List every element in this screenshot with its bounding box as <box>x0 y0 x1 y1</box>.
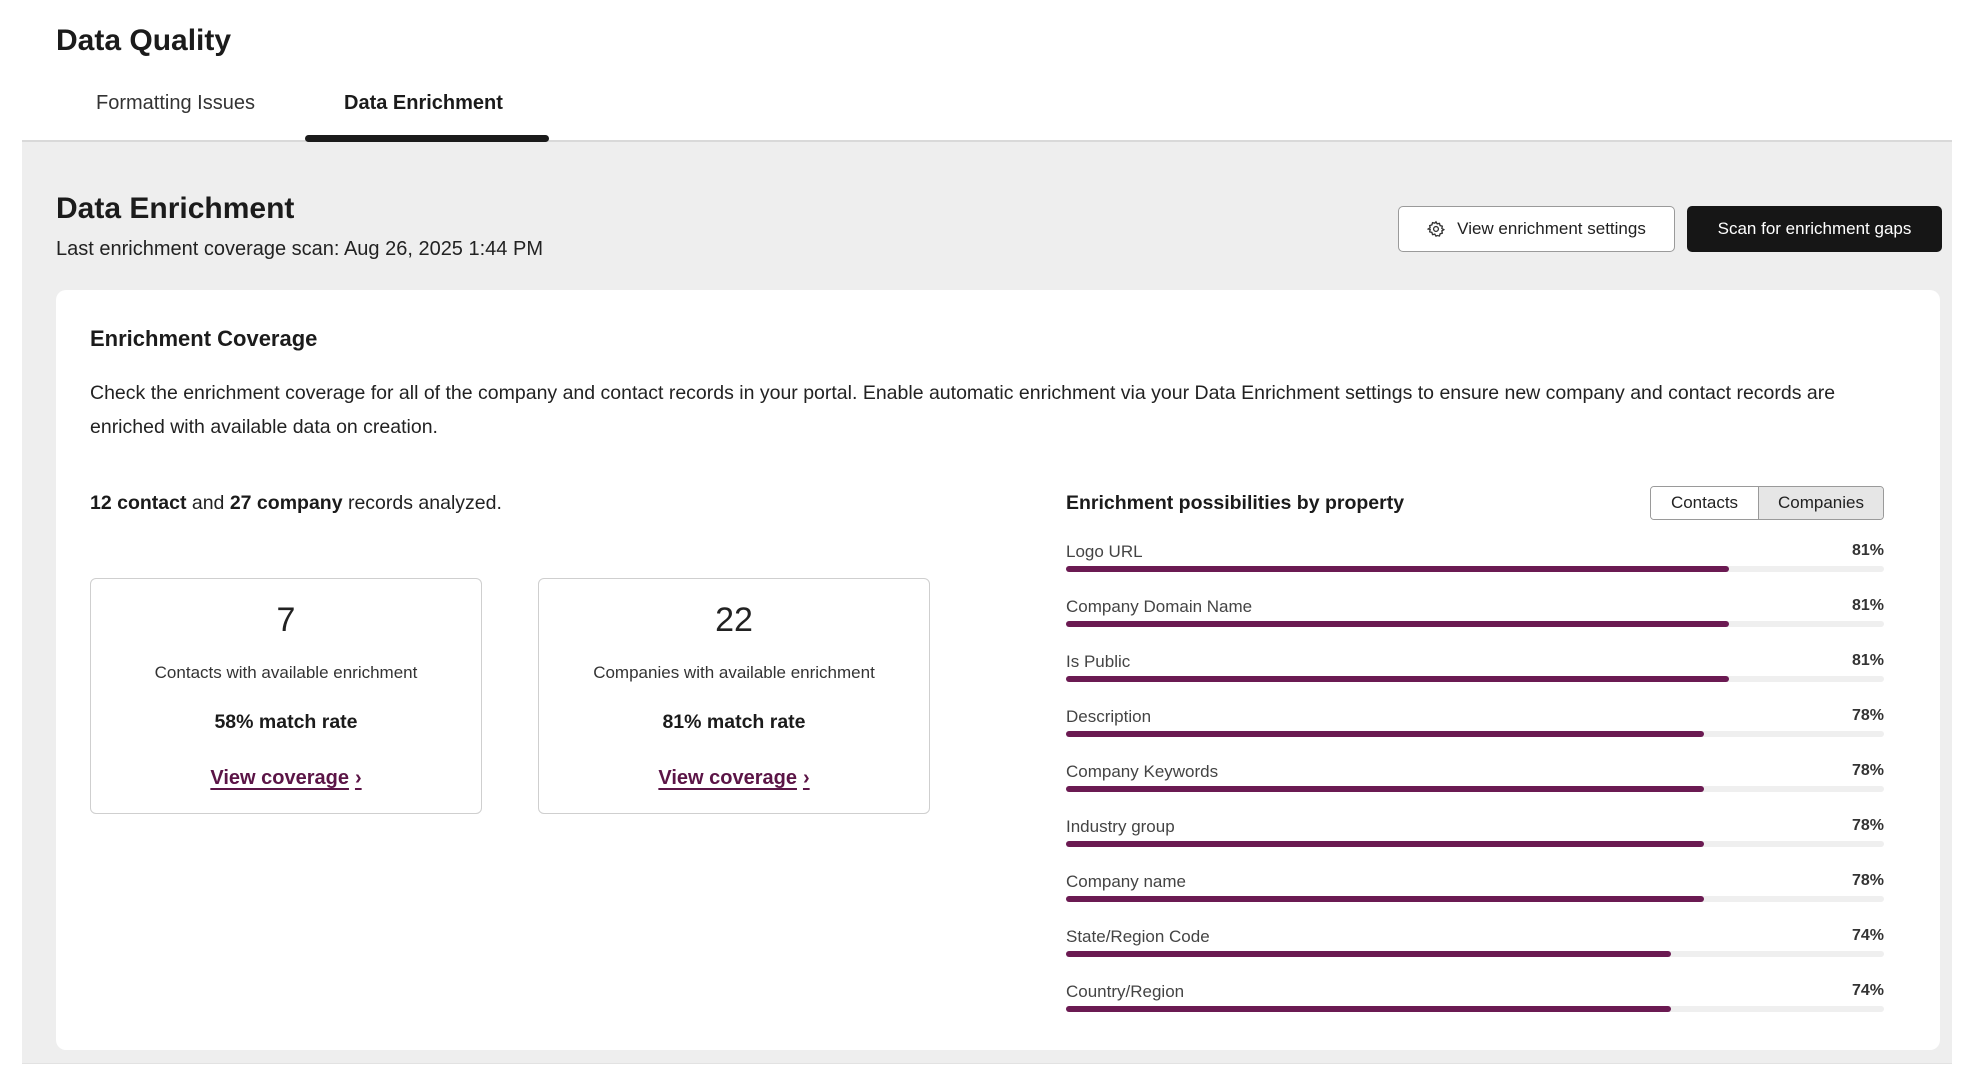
stat-value: 22 <box>715 601 753 639</box>
property-bar <box>1066 731 1704 737</box>
property-percent: 81% <box>1851 542 1884 559</box>
stat-match-rate: 81% match rate <box>662 711 806 733</box>
app-title: Data Quality <box>56 24 232 57</box>
property-bar <box>1066 951 1671 957</box>
property-name: Logo URL <box>1066 542 1143 561</box>
property-bar <box>1066 621 1729 627</box>
property-bar-track <box>1066 951 1884 957</box>
stat-label: Companies with available enrichment <box>593 663 875 682</box>
last-scan-text: Last enrichment coverage scan: Aug 26, 2025 1:44 PM <box>56 238 543 260</box>
property-name: Country/Region <box>1066 982 1185 1001</box>
property-row <box>1066 652 1884 707</box>
property-percent: 78% <box>1851 762 1884 779</box>
active-tab-indicator <box>305 135 549 142</box>
view-enrichment-settings-label: View enrichment settings <box>1457 219 1646 238</box>
tab-data-enrichment[interactable]: Data Enrichment <box>344 92 503 114</box>
property-percent: 78% <box>1851 707 1884 724</box>
property-percent: 78% <box>1851 872 1884 889</box>
property-name: State/Region Code <box>1066 927 1210 946</box>
property-bar <box>1066 1006 1671 1012</box>
chevron-right-icon: › <box>354 767 362 789</box>
companies-stat-card <box>538 578 930 814</box>
property-row <box>1066 817 1884 872</box>
toggle-companies[interactable]: Companies <box>1759 487 1883 519</box>
record-type-toggle <box>1650 486 1884 520</box>
property-percent: 74% <box>1851 982 1884 999</box>
property-bar-track <box>1066 621 1884 627</box>
property-name: Is Public <box>1066 652 1131 671</box>
contacts-stat-card <box>90 578 482 814</box>
property-row <box>1066 927 1884 982</box>
tab-formatting-issues[interactable]: Formatting Issues <box>96 92 255 114</box>
scan-enrichment-gaps-button[interactable]: Scan for enrichment gaps <box>1687 206 1942 252</box>
enrichment-coverage-card <box>56 290 1940 1050</box>
property-percent: 81% <box>1851 597 1884 614</box>
property-name: Description <box>1066 707 1152 726</box>
companies-view-coverage-link[interactable] <box>539 767 929 790</box>
card-title: Enrichment Coverage <box>90 326 318 351</box>
contacts-view-coverage-link[interactable] <box>91 767 481 790</box>
property-bar-track <box>1066 566 1884 572</box>
view-enrichment-settings-button[interactable] <box>1398 206 1675 252</box>
property-bar-track <box>1066 676 1884 682</box>
top-bar <box>22 0 1952 142</box>
analyzed-suffix: records analyzed. <box>342 492 502 514</box>
property-percent: 74% <box>1851 927 1884 944</box>
property-name: Company Domain Name <box>1066 597 1253 616</box>
property-row <box>1066 597 1884 652</box>
property-bar-track <box>1066 731 1884 737</box>
property-name: Company name <box>1066 872 1187 891</box>
property-bar-list <box>1066 542 1884 1037</box>
property-bar-track <box>1066 896 1884 902</box>
property-bar <box>1066 841 1704 847</box>
stat-label: Contacts with available enrichment <box>154 663 418 682</box>
property-percent: 81% <box>1851 652 1884 669</box>
app-frame <box>22 0 1952 1064</box>
property-bar <box>1066 786 1704 792</box>
view-coverage-label: View coverage <box>658 767 797 789</box>
property-percent: 78% <box>1851 817 1884 834</box>
property-bar <box>1066 566 1729 572</box>
card-description: Check the enrichment coverage for all of the company and contact records in your portal. Enable automatic enrichment via your Data Enrichment settings to ensure new company and contact records are enriched with available data on creation. <box>90 382 1836 438</box>
stat-value: 7 <box>276 601 296 639</box>
contact-count: 12 contact <box>90 492 187 514</box>
property-name: Industry group <box>1066 817 1175 836</box>
gear-icon <box>1427 220 1445 238</box>
property-bar <box>1066 676 1729 682</box>
chevron-right-icon: › <box>802 767 810 789</box>
stat-match-rate: 58% match rate <box>214 711 358 733</box>
property-bar-track <box>1066 841 1884 847</box>
property-row <box>1066 872 1884 927</box>
property-row <box>1066 542 1884 597</box>
chart-title: Enrichment possibilities by property <box>1066 492 1405 514</box>
property-bar-track <box>1066 786 1884 792</box>
property-row <box>1066 762 1884 817</box>
property-bar-track <box>1066 1006 1884 1012</box>
property-row <box>1066 982 1884 1037</box>
toggle-contacts[interactable]: Contacts <box>1651 487 1759 519</box>
property-name: Company Keywords <box>1066 762 1219 781</box>
analyzed-and: and <box>186 492 230 514</box>
property-row <box>1066 707 1884 762</box>
property-bar <box>1066 896 1704 902</box>
view-coverage-label: View coverage <box>210 767 349 789</box>
company-count: 27 company <box>229 492 343 514</box>
section-title: Data Enrichment <box>56 192 295 225</box>
records-analyzed-text <box>90 492 502 515</box>
